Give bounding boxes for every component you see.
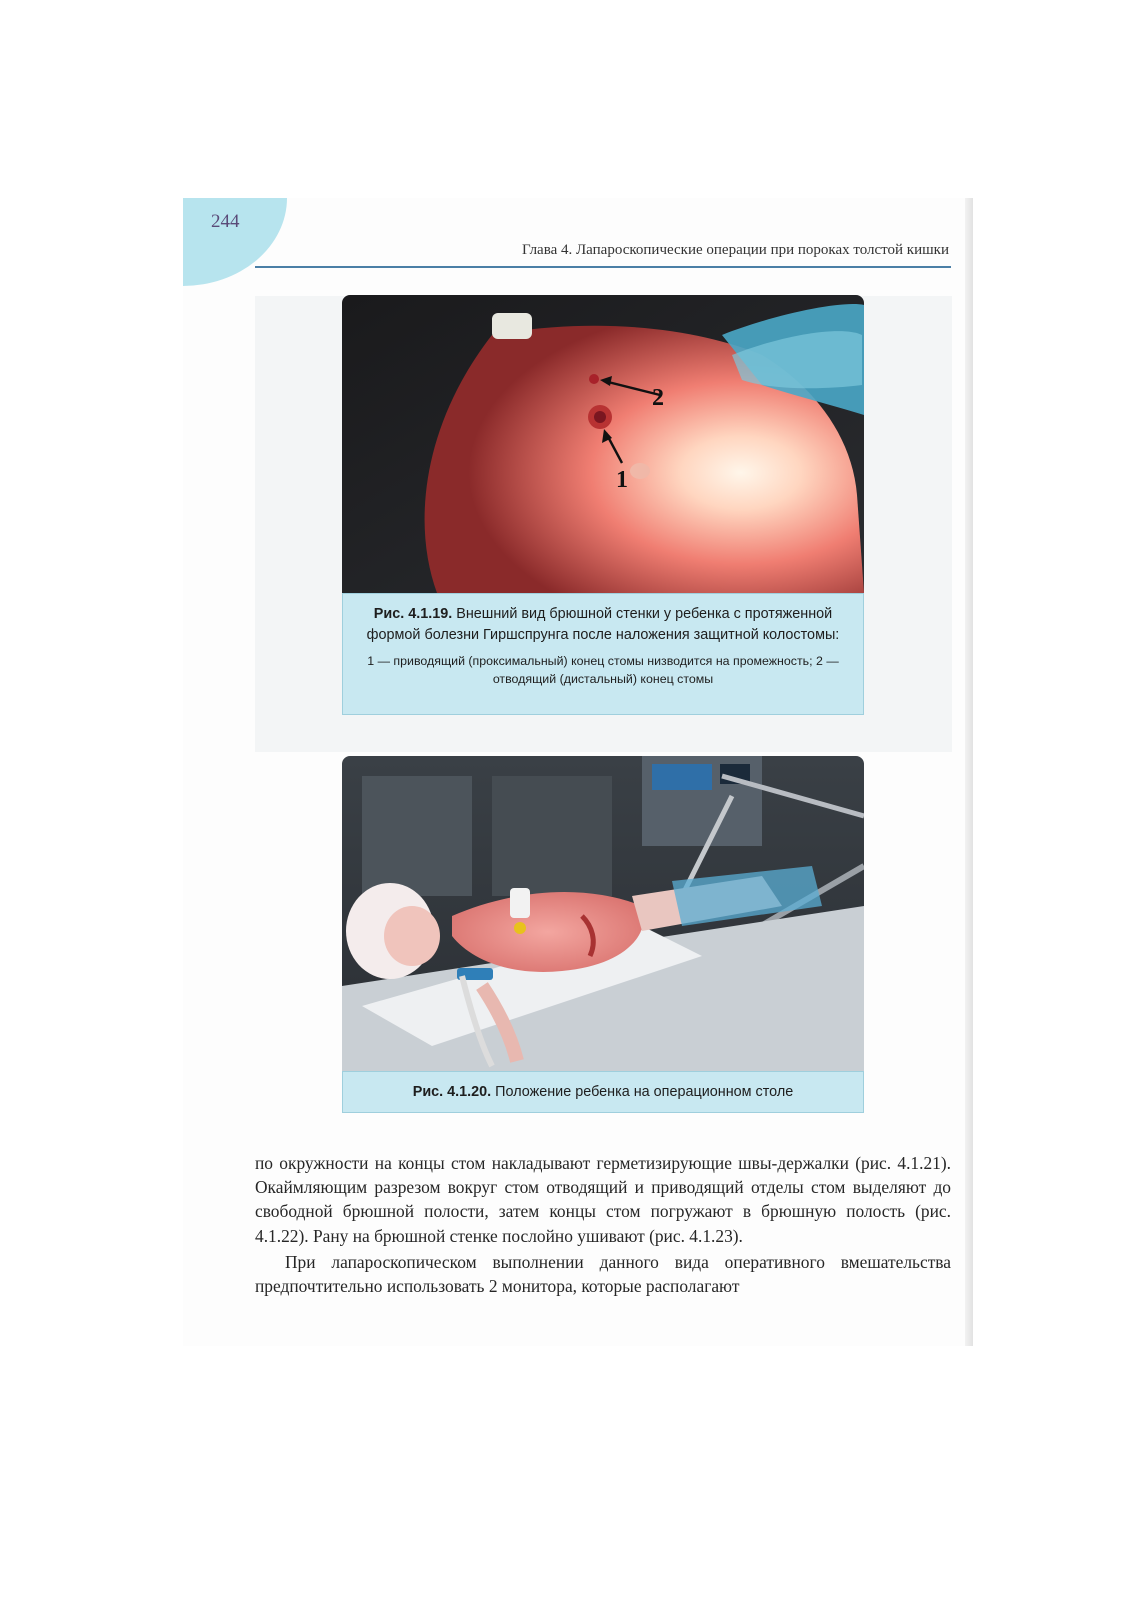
header-rule — [255, 266, 951, 268]
book-page — [183, 198, 973, 1346]
figure-4-1-19-photo — [342, 295, 864, 593]
paragraph: по окружности на концы стом накладывают герметизирующие швы-держалки (рис. 4.1.21). Окаймляющим разрезом вокруг стом отводящий и приводящий отделы стом выделяют до свободной брюшной полости, затем концы стом погружают в брюшную полость (рис. 4.1.22). Рану на брюшной стенке послойно ушивают (рис. 4.1.23). — [255, 1153, 951, 1246]
figure-marker-2: 2 — [652, 385, 664, 411]
figure-marker-1: 1 — [616, 467, 628, 493]
caption-text: Внешний вид брюшной стенки у ребенка с протяженной формой болезни Гиршспрунга после наложения защитной колостомы: — [366, 606, 840, 643]
caption-text: Положение ребенка на операционном столе — [495, 1084, 794, 1100]
caption-label: Рис. 4.1.19. — [373, 606, 453, 622]
page-number: 244 — [211, 211, 240, 232]
caption-note: 1 — приводящий (проксимальный) конец стомы низводится на промежность; 2 — отводящий (дистальный) конец стомы — [367, 654, 839, 686]
figure-4-1-20-photo — [342, 756, 864, 1071]
caption-label: Рис. 4.1.20. — [412, 1084, 492, 1100]
figure-4-1-19-caption — [342, 593, 864, 715]
running-head: Глава 4. Лапароскопические операции при пороках толстой кишки — [522, 242, 949, 258]
page-edge — [965, 198, 973, 1346]
paragraph: При лапароскопическом выполнении данного вида оперативного вмешательства предпочтительно использовать 2 монитора, которые располагают — [255, 1251, 951, 1297]
figure-4-1-20-caption — [342, 1071, 864, 1113]
body-text — [255, 1151, 951, 1298]
